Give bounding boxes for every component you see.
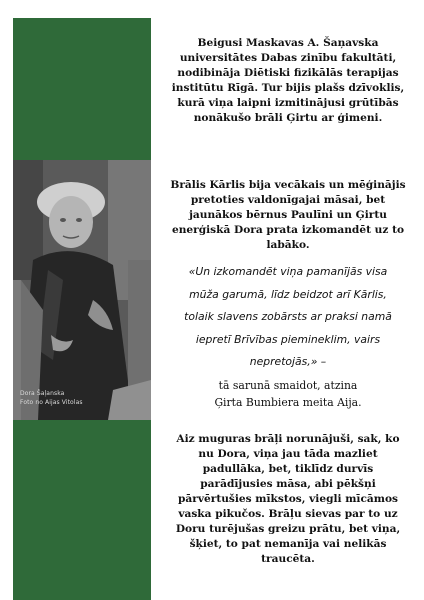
photo-caption-name: Dora Šaļanska [20, 390, 65, 397]
paragraph-line: pārvērtušies mīkstos, viegli mīcāmos [178, 493, 398, 505]
quote-line: iepretī Brīvības piemineklim, vairs [195, 332, 381, 346]
paragraph-line: Brālis Kārlis bija vecākais un mēģinājis [170, 179, 406, 191]
portrait-photo [13, 160, 151, 420]
quote-block [158, 261, 418, 374]
paragraph-line: vaska pikučos. Brāļu sievas par to uz [178, 508, 398, 520]
paragraph-1 [158, 36, 418, 126]
paragraph-line: padullāka, bet, tiklīdz durvīs [202, 463, 374, 475]
attribution-line: Ģirta Bumbiera meita Aija. [214, 396, 362, 409]
quote-line: nepretojās,» – [249, 355, 327, 368]
paragraph-line: labāko. [266, 239, 310, 251]
attribution-line: tā sarunā smaidot, atzina [218, 379, 358, 392]
paragraph-line: Aiz muguras brāļi norunājuši, sak, ko [176, 433, 400, 445]
quote-line: mūža garumā, līdz beidzot arī Kārlis, [189, 287, 387, 301]
paragraph-line: jaunākos bērnus Paulīni un Ģirtu [189, 209, 387, 221]
photo-caption-credit: Foto no Aijas Vitolas [20, 399, 83, 406]
paragraph-line: enerģiskā Dora prata izkomandēt uz to [171, 224, 405, 236]
paragraph-line: nodibināja Diētiski fizikālās terapijas [177, 67, 399, 79]
paragraph-line: traucēta. [261, 553, 315, 565]
paragraph-3 [158, 432, 418, 567]
quote-line: «Un izkomandēt viņa pamanījās visa [188, 265, 388, 278]
paragraph-line: parādījusies māsa, abi pēkšņi [200, 478, 376, 490]
paragraph-line: nu Dora, viņa jau tāda mazliet [198, 448, 378, 460]
paragraph-line: kurā viņa laipni izmitinājusi grūtībās [177, 97, 399, 109]
portrait-illustration [13, 160, 151, 420]
attribution [158, 377, 418, 411]
paragraph-line: šķiet, to pat nemanīja vai nelikās [189, 538, 387, 550]
paragraph-line: Doru turējušas greizu prātu, bet viņa, [175, 523, 401, 535]
quote-line: tolaik slavens zobārsts ar praksi namā [184, 310, 392, 323]
paragraph-line: universitātes Dabas zinību fakultāti, [179, 52, 397, 64]
paragraph-line: institūtu Rīgā. Tur bijis plašs dzīvoklis, [171, 82, 405, 94]
paragraph-line: Beigusi Maskavas A. Šaņavska [197, 37, 379, 49]
paragraph-2 [158, 178, 418, 253]
paragraph-line: nonākušo brāli Ģirtu ar ģimeni. [193, 112, 383, 124]
paragraph-line: pretoties valdonīgajai māsai, bet [190, 194, 386, 206]
